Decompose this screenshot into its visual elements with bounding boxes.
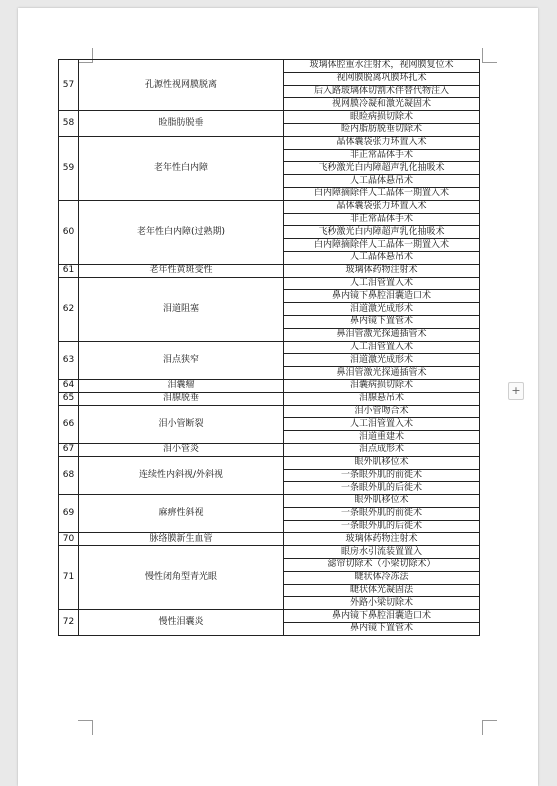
disease-name: 孔源性视网膜脱离 (79, 60, 284, 111)
row-number: 65 (59, 392, 79, 405)
surgery-name: 眼睑病损切除术 (284, 111, 480, 124)
row-number: 63 (59, 341, 79, 379)
surgery-name: 玻璃体腔重水注射术，视网膜复位术 (284, 60, 480, 73)
disease-surgery-table (58, 59, 480, 636)
row-number: 60 (59, 200, 79, 264)
surgery-name: 鼻内镜下置管术 (284, 623, 480, 636)
surgery-name: 眼房水引流装置置入 (284, 546, 480, 559)
crop-mark-bottom-right (482, 720, 497, 735)
surgery-name: 眼外肌移位术 (284, 456, 480, 469)
row-number: 70 (59, 533, 79, 546)
surgery-name: 泪道激光成形术 (284, 354, 480, 367)
table-row (59, 111, 480, 124)
table-row (59, 610, 480, 623)
row-number: 72 (59, 610, 79, 636)
table-row (59, 60, 480, 73)
table-row (59, 200, 480, 213)
row-number: 62 (59, 277, 79, 341)
table-row (59, 533, 480, 546)
surgery-name: 一条眼外肌的后徙术 (284, 482, 480, 495)
table-row (59, 136, 480, 149)
table-row (59, 264, 480, 277)
surgery-name: 人工晶体悬吊术 (284, 251, 480, 264)
row-number: 71 (59, 546, 79, 610)
disease-name: 慢性闭角型青光眼 (79, 546, 284, 610)
surgery-name: 鼻内镜下鼻腔泪囊造口术 (284, 290, 480, 303)
surgery-name: 眼外肌移位术 (284, 495, 480, 508)
surgery-name: 泪点成形术 (284, 443, 480, 456)
disease-name: 泪囊瘤 (79, 379, 284, 392)
surgery-name: 飞秒激光白内障超声乳化抽吸术 (284, 226, 480, 239)
surgery-name: 人工泪管置入术 (284, 418, 480, 431)
disease-name: 慢性泪囊炎 (79, 610, 284, 636)
table-row (59, 277, 480, 290)
surgery-name: 白内障摘除伴人工晶体一期置入术 (284, 239, 480, 252)
surgery-name: 人工晶体悬吊术 (284, 175, 480, 188)
table-row (59, 379, 480, 392)
row-number: 64 (59, 379, 79, 392)
surgery-name: 泪道重建术 (284, 431, 480, 444)
disease-name: 睑脂肪脱垂 (79, 111, 284, 137)
add-icon[interactable]: + (508, 382, 524, 400)
surgery-name: 外路小梁切除术 (284, 597, 480, 610)
surgery-name: 玻璃体药物注射术 (284, 533, 480, 546)
disease-name: 脉络膜新生血管 (79, 533, 284, 546)
surgery-name: 一条眼外肌的前徙术 (284, 507, 480, 520)
crop-mark-bottom-left (78, 720, 93, 735)
surgery-name: 泪囊病损切除术 (284, 379, 480, 392)
table-row (59, 341, 480, 354)
surgery-name: 泪小管吻合术 (284, 405, 480, 418)
table-row (59, 443, 480, 456)
surgery-name: 玻璃体药物注射术 (284, 264, 480, 277)
crop-mark-top-right (482, 48, 497, 63)
disease-name: 泪小管断裂 (79, 405, 284, 443)
disease-name: 泪点狭窄 (79, 341, 284, 379)
table-row (59, 546, 480, 559)
table-row (59, 392, 480, 405)
surgery-name: 睑内脂肪脱垂切除术 (284, 123, 480, 136)
row-number: 61 (59, 264, 79, 277)
surgery-name: 视网膜脱离巩膜环扎术 (284, 72, 480, 85)
surgery-name: 飞秒激光白内障超声乳化抽吸术 (284, 162, 480, 175)
table-row (59, 495, 480, 508)
surgery-name: 泪腺悬吊术 (284, 392, 480, 405)
surgery-name: 白内障摘除伴人工晶体一期置入术 (284, 187, 480, 200)
surgery-name: 一条眼外肌的前徙术 (284, 469, 480, 482)
disease-name: 泪道阻塞 (79, 277, 284, 341)
row-number: 67 (59, 443, 79, 456)
disease-name: 老年性白内障(过熟期) (79, 200, 284, 264)
surgery-name: 人工泪管置入术 (284, 341, 480, 354)
surgery-name: 视网膜冷凝和激光凝固术 (284, 98, 480, 111)
surgery-name: 非正常晶体手术 (284, 149, 480, 162)
row-number: 58 (59, 111, 79, 137)
surgery-name: 泪道激光成形术 (284, 303, 480, 316)
disease-name: 连续性内斜视/外斜视 (79, 456, 284, 494)
disease-name: 老年性白内障 (79, 136, 284, 200)
surgery-name: 晶体囊袋张力环置入术 (284, 136, 480, 149)
surgery-name: 非正常晶体手术 (284, 213, 480, 226)
surgery-name: 一条眼外肌的后徙术 (284, 520, 480, 533)
disease-name: 老年性黄斑变性 (79, 264, 284, 277)
row-number: 57 (59, 60, 79, 111)
disease-name: 麻痹性斜视 (79, 495, 284, 533)
surgery-name: 后入路玻璃体切割术伴替代物注入 (284, 85, 480, 98)
row-number: 66 (59, 405, 79, 443)
row-number: 68 (59, 456, 79, 494)
surgery-name: 鼻泪管激光探通插管术 (284, 328, 480, 341)
disease-name: 泪腺脱垂 (79, 392, 284, 405)
surgery-name: 人工泪管置入术 (284, 277, 480, 290)
surgery-name: 鼻内镜下鼻腔泪囊造口术 (284, 610, 480, 623)
surgery-name: 睫状体冷冻法 (284, 571, 480, 584)
row-number: 59 (59, 136, 79, 200)
disease-name: 泪小管炎 (79, 443, 284, 456)
surgery-name: 鼻泪管激光探通插管术 (284, 367, 480, 380)
surgery-name: 鼻内镜下置管术 (284, 315, 480, 328)
row-number: 69 (59, 495, 79, 533)
surgery-name: 晶体囊袋张力环置入术 (284, 200, 480, 213)
table-row (59, 456, 480, 469)
table-row (59, 405, 480, 418)
surgery-name: 滤帘切除术（小梁切除术） (284, 559, 480, 572)
surgery-name: 睫状体光凝固法 (284, 584, 480, 597)
